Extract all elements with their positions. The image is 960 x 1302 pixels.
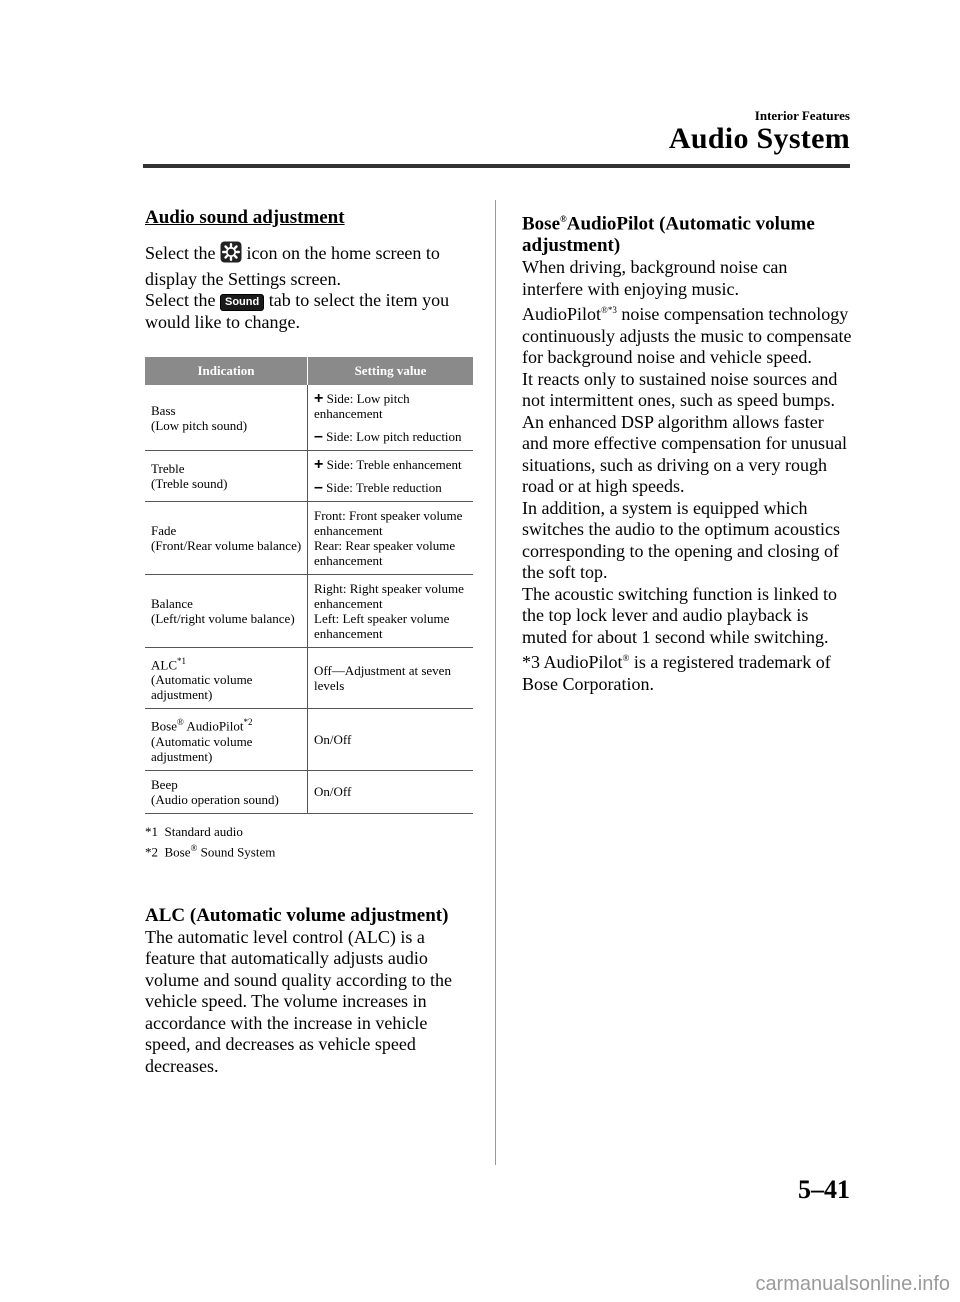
indication-name: Balance <box>151 596 193 611</box>
setting-value-cell <box>308 502 474 575</box>
indication-cell <box>145 451 308 502</box>
table-row-fade <box>145 502 473 575</box>
page-number: 5–41 <box>798 1175 850 1204</box>
indication-name: Beep <box>151 776 178 792</box>
sound-tab-icon: Sound <box>220 294 264 311</box>
heading-rest: AudioPilot (Automatic volume adjustment) <box>522 213 815 257</box>
indication-desc: (Left/right volume balance) <box>151 611 295 626</box>
brand-text-2: AudioPilot <box>183 718 244 734</box>
minus-icon: – <box>314 428 323 445</box>
value-line <box>314 457 469 472</box>
value-text: Side: Treble reduction <box>326 480 442 495</box>
gear-icon <box>220 241 242 269</box>
column-divider <box>495 200 496 1165</box>
brand-text: Bose <box>151 718 177 734</box>
intro-2-before: Select the <box>145 290 216 310</box>
registered-footnote-mark: ®*3 <box>601 305 617 316</box>
left-column <box>145 205 473 1077</box>
note-brand: *3 AudioPilot <box>522 652 623 673</box>
footnote-text: Standard audio <box>164 823 243 839</box>
page-title: Audio System <box>668 122 850 155</box>
p2-brand: AudioPilot <box>522 304 602 325</box>
audiopilot-p6: The acoustic switching function is linked to the top lock lever and audio playback is muted for about 1 second while switching. <box>522 583 837 647</box>
table-row-bass <box>145 385 473 451</box>
indication-cell <box>145 502 308 575</box>
indication-desc: (Automatic volume adjustment) <box>151 733 253 764</box>
plus-icon: + <box>314 390 324 407</box>
value-text: Off—Adjustment at seven levels <box>314 663 451 694</box>
intro-1-after: icon on the home screen to display the Settings screen. <box>145 243 440 289</box>
table-row-treble <box>145 451 473 502</box>
indication-cell <box>145 709 308 770</box>
watermark[interactable]: carmanualsonline.info <box>755 1273 950 1295</box>
value-line <box>314 480 469 495</box>
indication-name <box>151 715 303 733</box>
value-text: Left: Left speaker volume enhancement <box>314 611 450 641</box>
value-text: Right: Right speaker volume enhancement <box>314 581 464 611</box>
footnote-2 <box>145 840 473 860</box>
intro-paragraph-2 <box>145 290 473 333</box>
footnote-mark: *2 <box>145 843 158 859</box>
setting-value-cell <box>308 648 474 709</box>
registered-mark: ® <box>190 842 198 853</box>
footnote-mark: *1 <box>177 656 186 666</box>
setting-value-cell <box>308 770 474 813</box>
footnote-text-rest: Sound System <box>197 843 276 859</box>
note-rest: is a registered trademark of Bose Corporation. <box>522 652 831 694</box>
audiopilot-p5: In addition, a system is equipped which switches the audio to the optimum acoustics corresponding to the opening and closing of the soft top. <box>522 497 840 583</box>
value-text: Front: Front speaker volume enhancement <box>314 508 463 538</box>
indication-cell <box>145 385 308 451</box>
p2-rest: noise compensation technology continuously adjusts the music to compensate for background noise and vehicle speed. <box>522 304 852 368</box>
footnote-mark: *1 <box>145 823 158 839</box>
sound-settings-table <box>145 357 473 814</box>
indication-name: Treble <box>151 461 185 476</box>
header-divider <box>143 164 850 168</box>
registered-mark: ® <box>622 653 630 664</box>
setting-value-cell <box>308 451 474 502</box>
indication-desc: (Low pitch sound) <box>151 417 248 433</box>
table-header-row <box>145 357 473 385</box>
indication-name: Bass <box>151 402 176 418</box>
value-text: On/Off <box>314 731 352 747</box>
header-indication: Indication <box>145 357 308 385</box>
value-text: Side: Treble enhancement <box>326 457 462 472</box>
value-text: Side: Low pitch reduction <box>326 429 462 444</box>
header-setting-value: Setting value <box>308 357 474 385</box>
section-label: Interior Features <box>754 108 850 123</box>
setting-value-cell <box>308 709 474 770</box>
alc-heading: ALC (Automatic volume adjustment) <box>145 904 449 926</box>
registered-mark: ® <box>560 214 567 224</box>
registered-mark: ® <box>177 717 184 728</box>
audiopilot-p2 <box>522 300 852 369</box>
heading-brand: Bose <box>522 213 560 235</box>
audiopilot-p3: It reacts only to sustained noise sources and not intermittent ones, such as speed bumps. <box>522 368 838 411</box>
setting-value-cell <box>308 385 474 451</box>
table-row-beep <box>145 770 473 813</box>
right-column <box>522 208 852 695</box>
audiopilot-p1: When driving, background noise can interfere with enjoying music. <box>522 257 788 299</box>
trademark-note <box>522 648 852 695</box>
value-text: Rear: Rear speaker volume enhancement <box>314 538 456 568</box>
minus-icon: – <box>314 479 323 496</box>
indication-desc: (Front/Rear volume balance) <box>151 538 302 553</box>
intro-2-after: tab to select the item you would like to change. <box>145 290 450 332</box>
indication-cell <box>145 575 308 648</box>
footnote-mark: *2 <box>243 717 253 728</box>
indication-desc: (Automatic volume adjustment) <box>151 672 253 703</box>
indication-name-text: ALC <box>151 657 177 673</box>
table-row-bose-audiopilot <box>145 709 473 770</box>
indication-desc: (Audio operation sound) <box>151 791 279 807</box>
indication-cell <box>145 770 308 813</box>
alc-body: The automatic level control (ALC) is a feature that automatically adjusts audio volume and sound quality according to the vehicle speed. The volume increases in accordance with the increase in vehicle speed, and decreases as vehicle speed decreases. <box>145 926 452 1076</box>
footnote-text: Bose <box>164 843 191 859</box>
setting-value-cell <box>308 575 474 648</box>
table-footnotes <box>145 824 473 860</box>
value-line <box>314 391 469 421</box>
indication-name: Fade <box>151 523 177 538</box>
value-line <box>314 429 469 444</box>
table-row-alc <box>145 648 473 709</box>
audio-sound-adjustment-heading: Audio sound adjustment <box>145 207 345 228</box>
indication-desc: (Treble sound) <box>151 476 228 491</box>
plus-icon: + <box>314 456 324 473</box>
value-text: Side: Low pitch enhancement <box>314 391 410 421</box>
table-row-balance <box>145 575 473 648</box>
audiopilot-heading <box>522 208 852 257</box>
indication-name <box>151 654 303 672</box>
footnote-1 <box>145 824 473 840</box>
audiopilot-p4: An enhanced DSP algorithm allows faster and more effective compensation for unusual situations, such as driving on a very rough road or at high speeds. <box>522 411 848 497</box>
intro-1-before: Select the <box>145 243 216 263</box>
intro-paragraph-1 <box>145 241 473 290</box>
value-text: On/Off <box>314 784 352 800</box>
indication-cell <box>145 648 308 709</box>
